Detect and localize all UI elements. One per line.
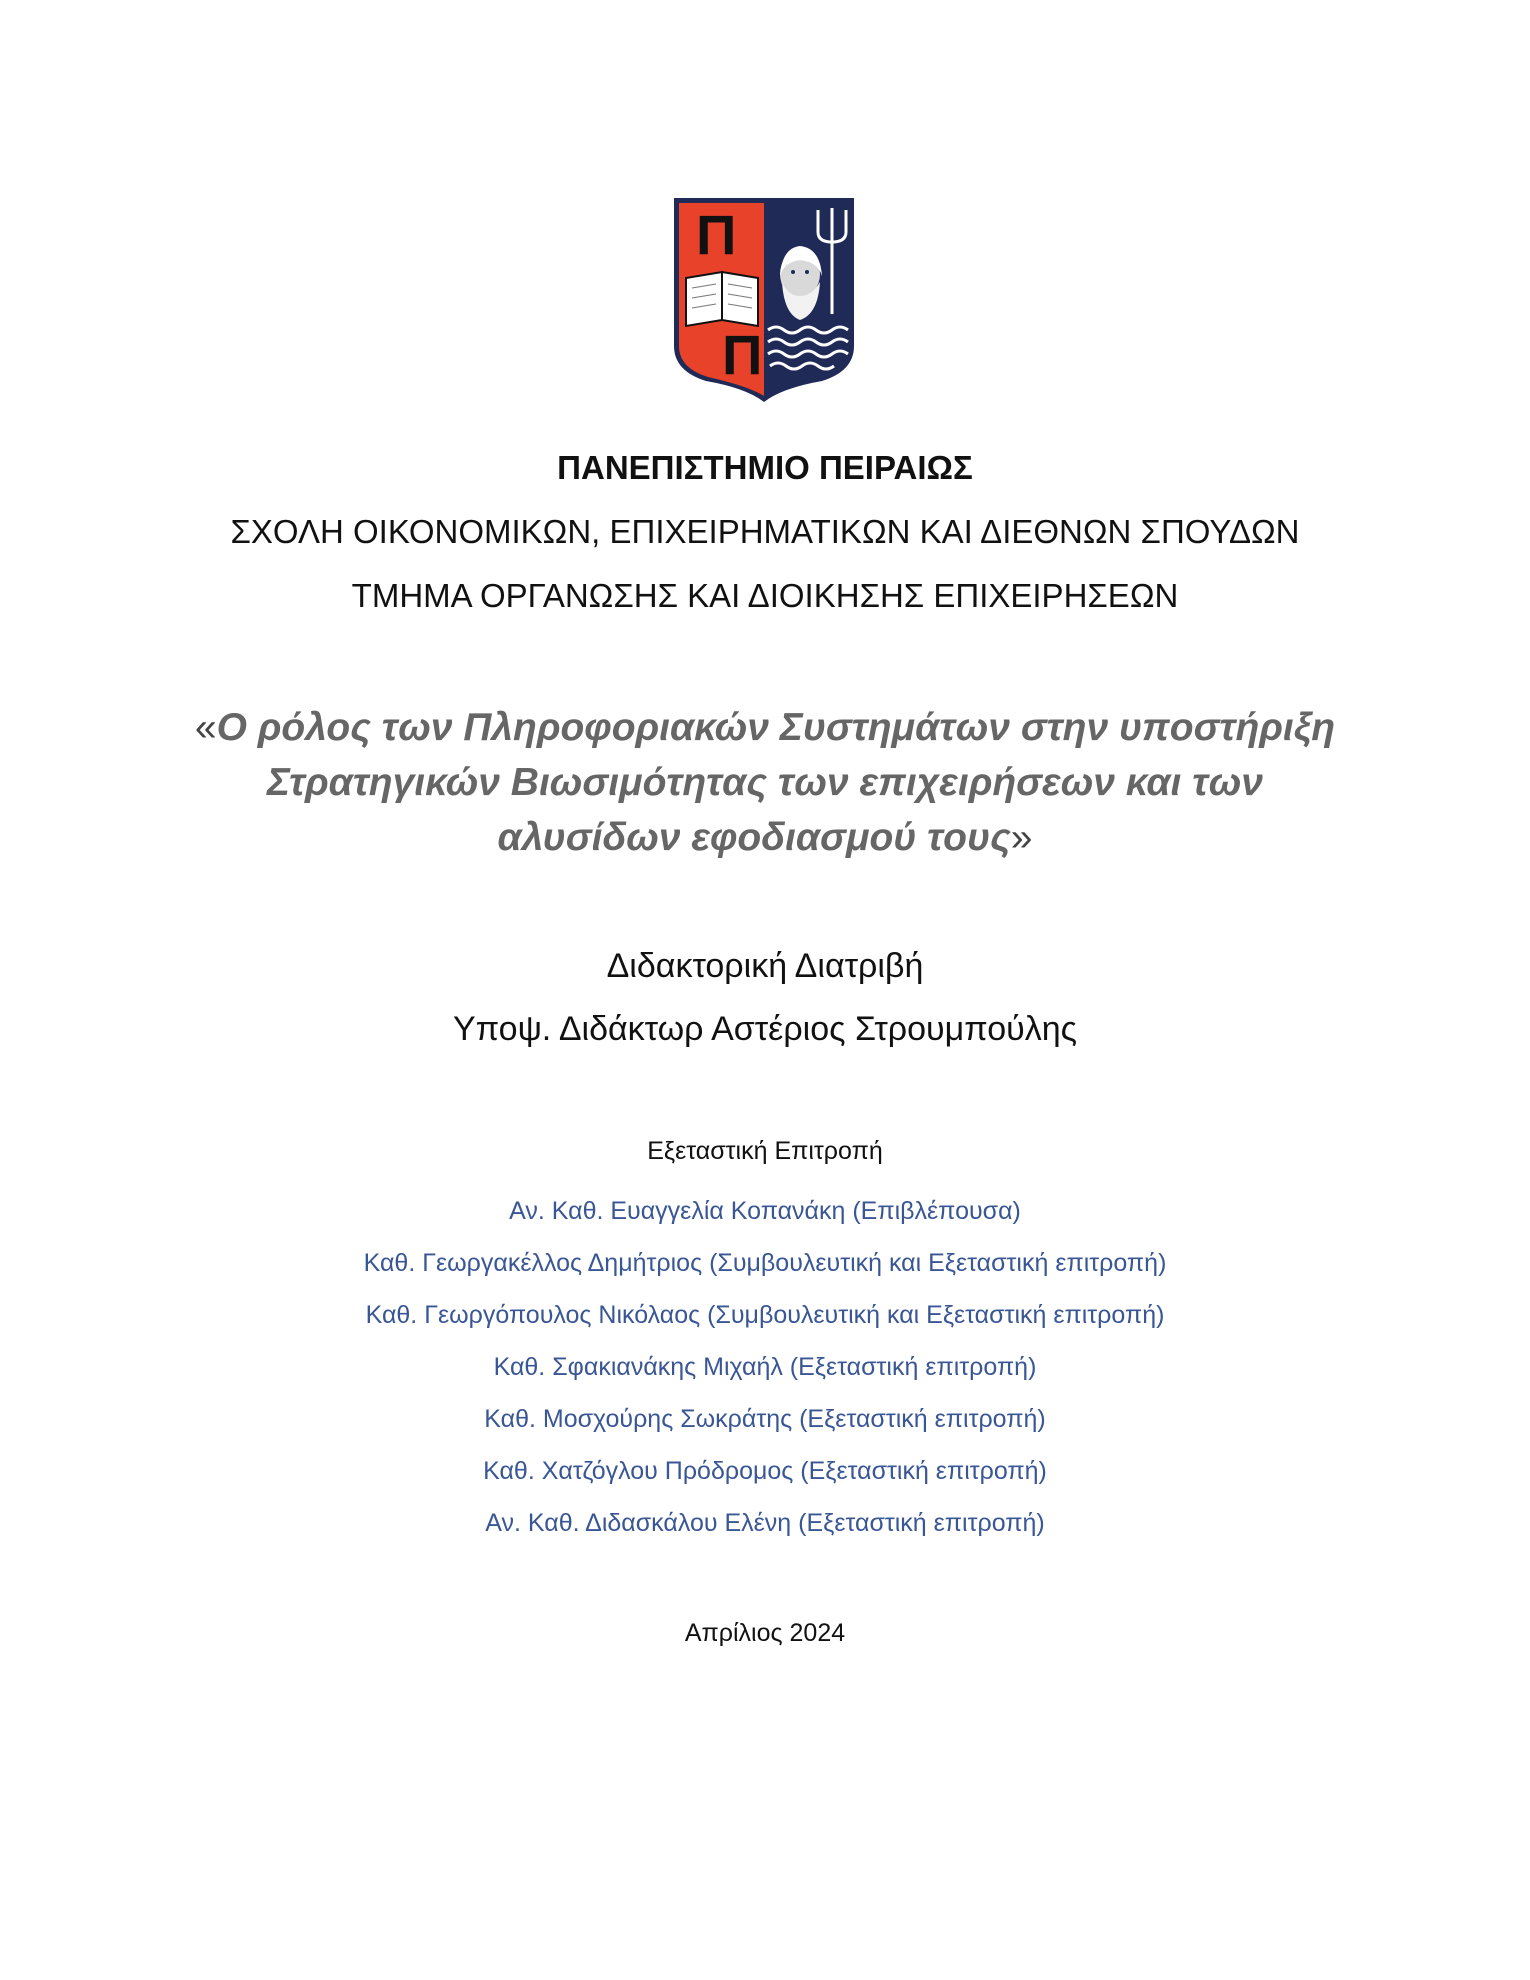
thesis-title	[0, 700, 1530, 865]
committee-member: Καθ. Μοσχούρης Σωκράτης (Εξεταστική επιτροπή)	[484, 1405, 1046, 1433]
school-name: ΣΧΟΛΗ ΟΙΚΟΝΟΜΙΚΩΝ, ΕΠΙΧΕΙΡΗΜΑΤΙΚΩΝ ΚΑΙ ΔΙΕΘΝΩΝ ΣΠΟΥΔΩΝ	[230, 513, 1300, 550]
thesis-title-line-3	[0, 810, 1530, 865]
candidate-name: Υποψ. Διδάκτωρ Αστέριος Στρουμπούλης	[453, 1010, 1077, 1048]
thesis-title-text-3: αλυσίδων εφοδιασμού τους	[497, 816, 1011, 859]
thesis-title-line-2: Στρατηγικών Βιωσιμότητας των επιχειρήσεων και των	[267, 761, 1263, 804]
title-close-quote: »	[1010, 816, 1033, 859]
university-name: ΠΑΝΕΠΙΣΤΗΜΙΟ ΠΕΙΡΑΙΩΣ	[557, 449, 973, 486]
open-book-icon	[686, 272, 758, 326]
thesis-date: Απρίλιος 2024	[684, 1619, 846, 1647]
committee-heading: Εξεταστική Επιτροπή	[647, 1137, 883, 1165]
committee-member: Καθ. Χατζόγλου Πρόδρομος (Εξεταστική επιτροπή)	[483, 1457, 1047, 1485]
thesis-title-text-1: Ο ρόλος των Πληροφοριακών Συστημάτων στην υποστήριξη	[216, 706, 1336, 749]
committee-member: Καθ. Γεωργόπουλος Νικόλαος (Συμβουλευτική και Εξεταστική επιτροπή)	[365, 1301, 1165, 1329]
title-open-quote: «	[194, 706, 217, 749]
committee-member: Αν. Καθ. Διδασκάλου Ελένη (Εξεταστική επιτροπή)	[485, 1509, 1045, 1537]
crest-letter-bottom: Π	[722, 323, 763, 386]
department-name: ΤΜΗΜΑ ΟΡΓΑΝΩΣΗΣ ΚΑΙ ΔΙΟΙΚΗΣΗΣ ΕΠΙΧΕΙΡΗΣΕΩΝ	[351, 577, 1179, 614]
thesis-title-line-1	[0, 700, 1530, 755]
crest-letter-top: Π	[696, 203, 737, 266]
committee-member: Αν. Καθ. Ευαγγελία Κοπανάκη (Επιβλέπουσα)	[509, 1197, 1021, 1225]
thesis-type: Διδακτορική Διατριβή	[606, 947, 924, 985]
committee-member: Καθ. Γεωργακέλλος Δημήτριος (Συμβουλευτική και Εξεταστική επιτροπή)	[363, 1249, 1167, 1277]
committee-member: Καθ. Σφακιανάκης Μιχαήλ (Εξεταστική επιτροπή)	[493, 1353, 1037, 1381]
committee-list	[0, 1185, 1530, 1549]
university-of-piraeus-crest-icon	[672, 196, 856, 404]
